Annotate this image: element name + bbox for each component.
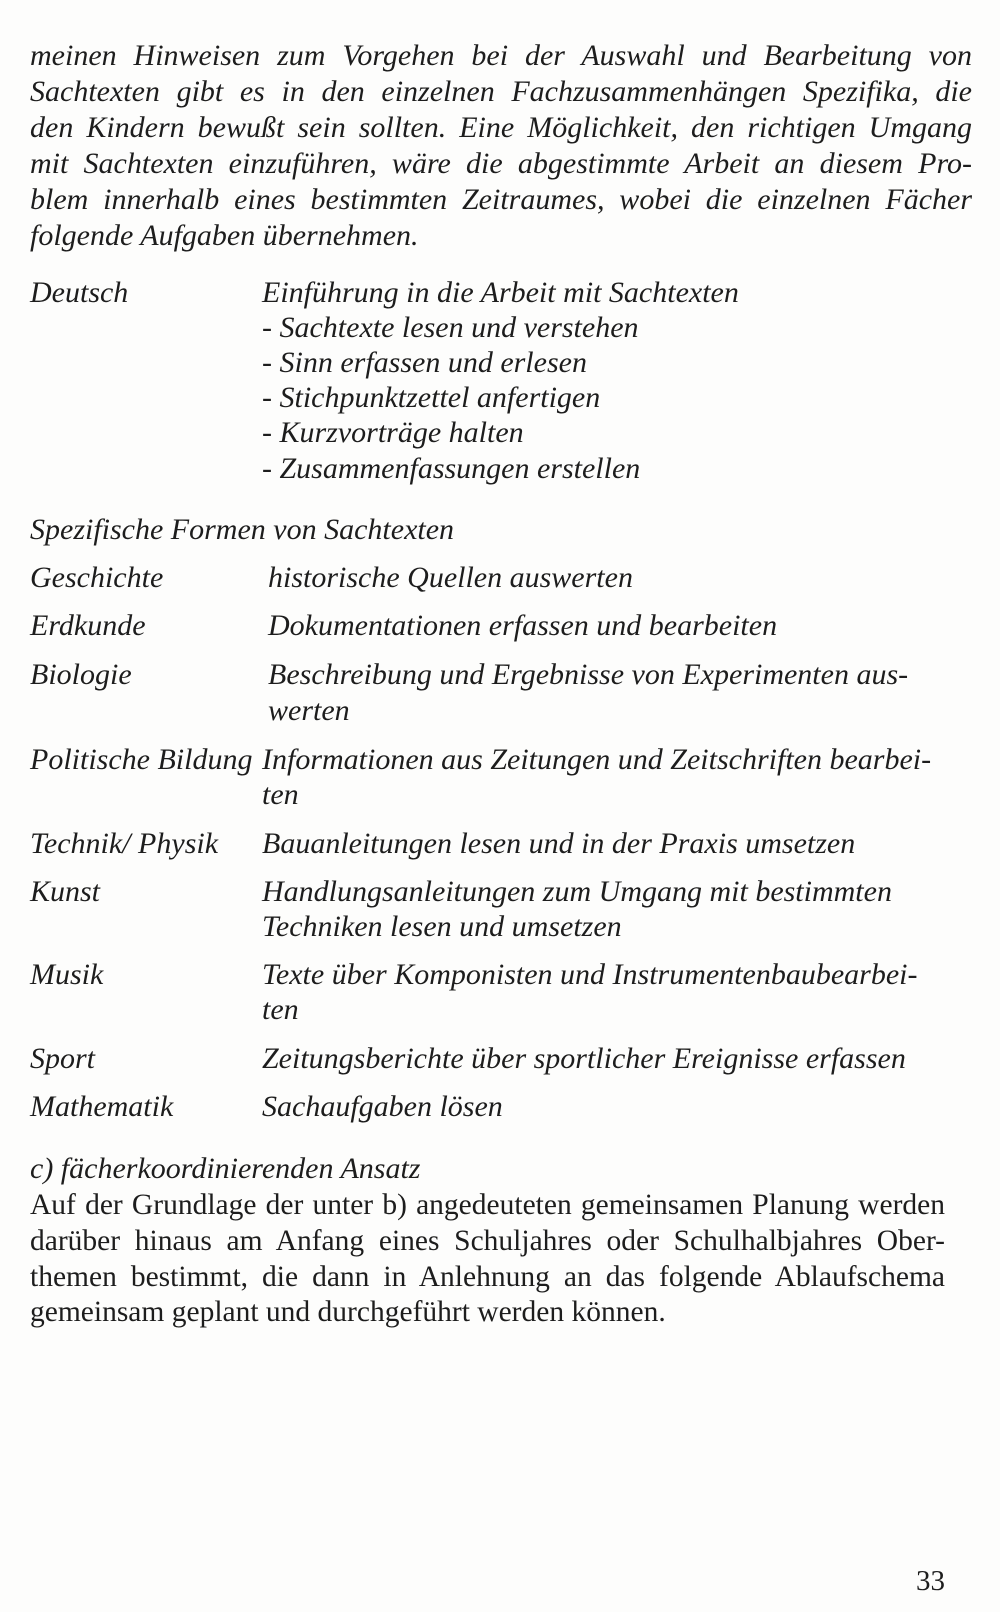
subject-label: Kunst — [30, 875, 101, 908]
subject-task: Sachaufgaben lösen — [262, 1090, 503, 1123]
intro-line: meinen Hinweisen zum Vorgehen bei der Auswahl und Bearbeitung von — [30, 39, 972, 72]
subject-label: Biologie — [30, 658, 132, 691]
subject-label: Technik/ Physik — [30, 827, 219, 860]
subject-task: Dokumentationen erfassen und bearbeiten — [268, 609, 778, 642]
section-c-line: Auf der Grundlage der unter b) angedeuteten gemeinsamen Planung werden — [30, 1189, 945, 1221]
subject-task: Bauanleitungen lesen und in der Praxis umsetzen — [262, 827, 856, 860]
section-c-line: themen bestimmt, die dann in Anlehnung an das folgende Ablaufschema — [30, 1261, 945, 1293]
subject-task: ten — [262, 993, 299, 1026]
subject-task: Techniken lesen und umsetzen — [262, 910, 622, 943]
intro-line: den Kindern bewußt sein sollten. Eine Möglichkeit, den richtigen Umgang — [30, 111, 972, 144]
section-c-heading: c) fächerkoordinierenden Ansatz — [30, 1152, 421, 1185]
intro-line: folgende Aufgaben übernehmen. — [30, 219, 419, 252]
subject-task: ten — [262, 778, 299, 811]
intro-line: mit Sachtexten einzuführen, wäre die abgestimmte Arbeit an diesem Pro- — [30, 147, 972, 180]
deutsch-item: - Sinn erfassen und erlesen — [262, 346, 587, 379]
section-c-line: darüber hinaus am Anfang eines Schuljahres oder Schulhalbjahres Ober- — [30, 1225, 945, 1257]
deutsch-item: - Zusammenfassungen erstellen — [262, 452, 641, 485]
subject-task: Beschreibung und Ergebnisse von Experimenten aus- — [268, 658, 909, 691]
subject-label: Erdkunde — [30, 609, 146, 642]
page-number: 33 — [916, 1565, 945, 1597]
specific-forms-heading: Spezifische Formen von Sachtexten — [30, 513, 455, 546]
subject-task: historische Quellen auswerten — [268, 561, 633, 594]
subject-task: werten — [268, 694, 350, 727]
section-c-line: gemeinsam geplant und durchgeführt werden können. — [30, 1296, 666, 1328]
deutsch-item: - Stichpunktzettel anfertigen — [262, 381, 601, 414]
intro-line: blem innerhalb eines bestimmten Zeitraumes, wobei die einzelnen Fächer — [30, 183, 972, 216]
subject-label: Politische Bildung — [30, 743, 253, 776]
subject-label: Sport — [30, 1042, 96, 1075]
subject-label: Musik — [30, 958, 104, 991]
subject-label: Geschichte — [30, 561, 164, 594]
subject-task: Texte über Komponisten und Instrumentenbaubearbei- — [262, 958, 918, 991]
deutsch-item: - Kurzvorträge halten — [262, 416, 524, 449]
subject-task: Handlungsanleitungen zum Umgang mit bestimmten — [262, 875, 892, 908]
subject-label: Mathematik — [30, 1090, 174, 1123]
intro-line: Sachtexten gibt es in den einzelnen Fachzusammenhängen Spezifika, die — [30, 75, 972, 108]
deutsch-item: - Sachtexte lesen und verstehen — [262, 311, 639, 344]
deutsch-heading: Einführung in die Arbeit mit Sachtexten — [262, 276, 739, 309]
subject-task: Informationen aus Zeitungen und Zeitschriften bearbei- — [262, 743, 932, 776]
subject-label: Deutsch — [30, 276, 129, 309]
subject-task: Zeitungsberichte über sportlicher Ereignisse erfassen — [262, 1042, 906, 1075]
